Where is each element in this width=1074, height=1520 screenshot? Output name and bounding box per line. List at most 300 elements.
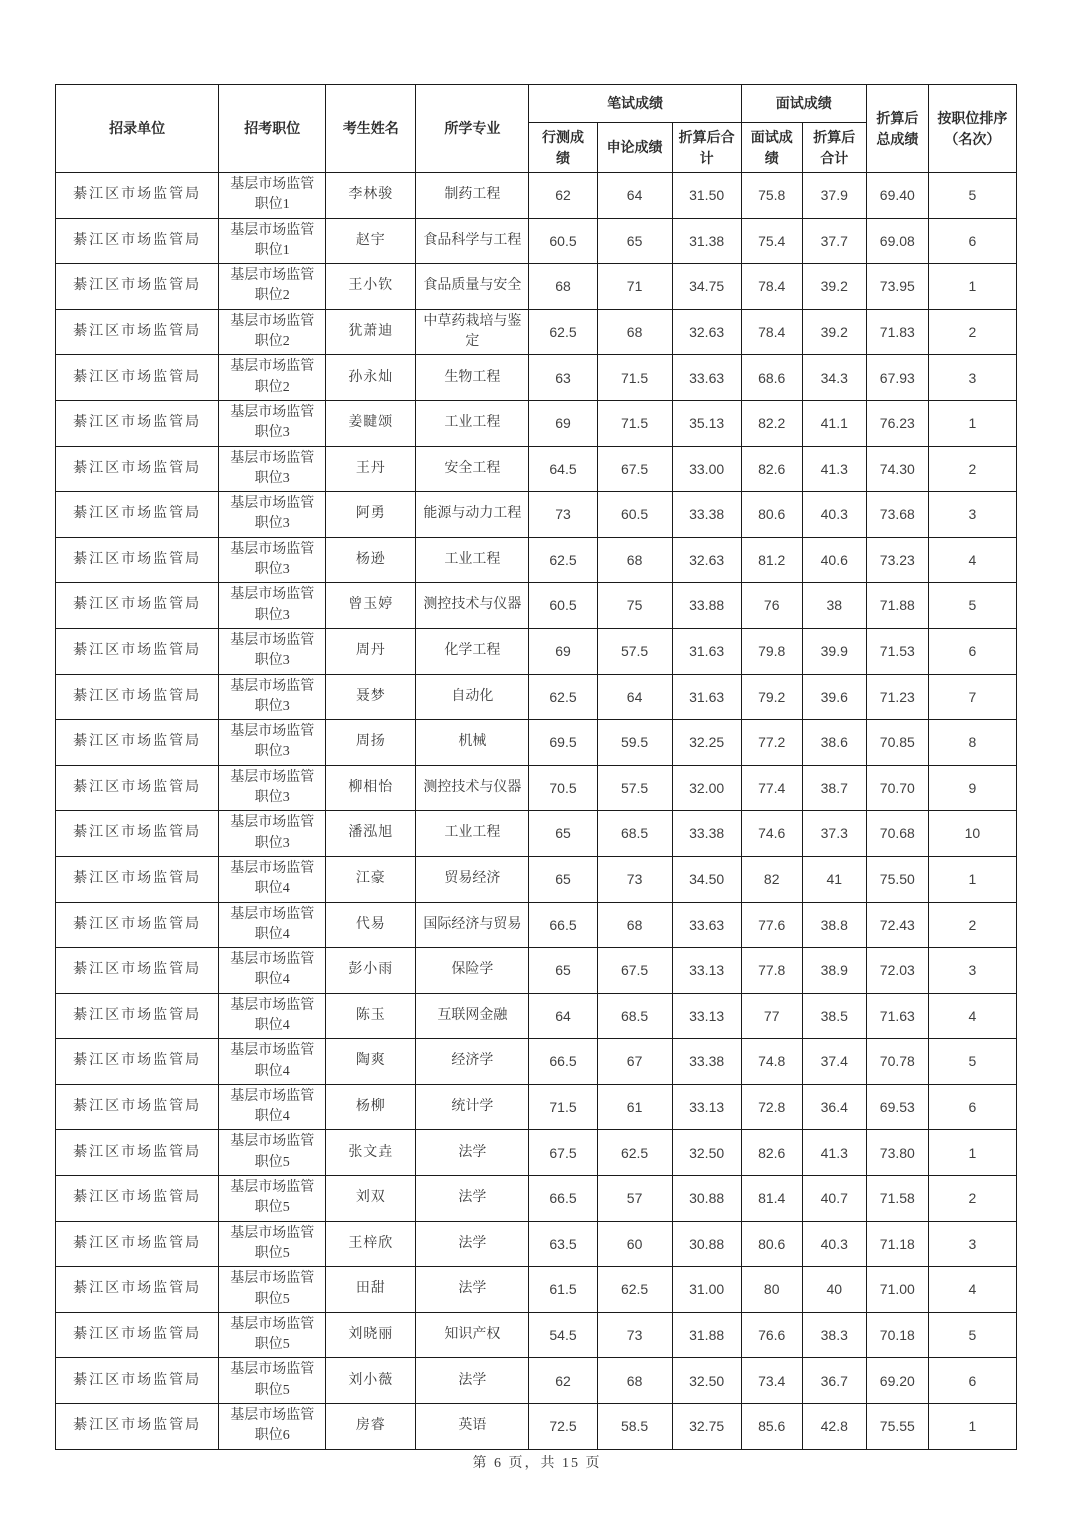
cell-position: 基层市场监管职位4 (219, 1039, 326, 1085)
table-row (56, 1084, 1017, 1130)
cell-rank: 1 (928, 1130, 1016, 1176)
table-row (56, 173, 1017, 219)
cell-rank: 1 (928, 1404, 1016, 1450)
cell-position: 基层市场监管职位5 (219, 1130, 326, 1176)
cell-final: 71.83 (866, 309, 928, 355)
cell-unit: 綦江区市场监管局 (56, 1312, 219, 1358)
header-rank: 按职位排序（名次） (928, 85, 1016, 173)
cell-xingce: 63.5 (529, 1221, 597, 1267)
cell-major: 工业工程 (416, 811, 529, 857)
table-row (56, 765, 1017, 811)
table-row (56, 1221, 1017, 1267)
cell-xingce: 62.5 (529, 309, 597, 355)
table-row (56, 1176, 1017, 1222)
cell-unit: 綦江区市场监管局 (56, 902, 219, 948)
cell-unit: 綦江区市场监管局 (56, 537, 219, 583)
cell-name: 刘双 (326, 1176, 416, 1222)
cell-interview_total: 39.9 (802, 628, 866, 674)
cell-xingce: 67.5 (529, 1130, 597, 1176)
cell-position: 基层市场监管职位1 (219, 218, 326, 264)
cell-major: 工业工程 (416, 537, 529, 583)
header-interview-converted: 折算后合计 (802, 123, 866, 173)
cell-xingce: 54.5 (529, 1312, 597, 1358)
cell-shenlun: 71 (597, 264, 672, 310)
cell-name: 姜睷颂 (326, 400, 416, 446)
table-row (56, 537, 1017, 583)
cell-unit: 綦江区市场监管局 (56, 400, 219, 446)
cell-major: 国际经济与贸易 (416, 902, 529, 948)
cell-position: 基层市场监管职位2 (219, 264, 326, 310)
cell-name: 周丹 (326, 628, 416, 674)
cell-final: 75.55 (866, 1404, 928, 1450)
cell-unit: 綦江区市场监管局 (56, 355, 219, 401)
cell-written_total: 33.00 (672, 446, 741, 492)
cell-major: 法学 (416, 1267, 529, 1313)
cell-interview_total: 41.3 (802, 446, 866, 492)
cell-shenlun: 60.5 (597, 492, 672, 538)
cell-position: 基层市场监管职位5 (219, 1176, 326, 1222)
cell-interview: 78.4 (741, 264, 802, 310)
cell-unit: 綦江区市场监管局 (56, 1039, 219, 1085)
table-row (56, 1358, 1017, 1404)
table-row (56, 400, 1017, 446)
cell-final: 69.20 (866, 1358, 928, 1404)
cell-shenlun: 58.5 (597, 1404, 672, 1450)
header-unit: 招录单位 (56, 85, 219, 173)
cell-major: 经济学 (416, 1039, 529, 1085)
cell-major: 知识产权 (416, 1312, 529, 1358)
cell-major: 工业工程 (416, 400, 529, 446)
cell-interview_total: 34.3 (802, 355, 866, 401)
cell-shenlun: 68 (597, 902, 672, 948)
cell-unit: 綦江区市场监管局 (56, 856, 219, 902)
cell-interview_total: 36.4 (802, 1084, 866, 1130)
cell-shenlun: 57.5 (597, 628, 672, 674)
cell-major: 测控技术与仪器 (416, 765, 529, 811)
cell-final: 73.95 (866, 264, 928, 310)
cell-shenlun: 75 (597, 583, 672, 629)
cell-xingce: 72.5 (529, 1404, 597, 1450)
cell-xingce: 69.5 (529, 720, 597, 766)
cell-interview: 68.6 (741, 355, 802, 401)
cell-position: 基层市场监管职位3 (219, 720, 326, 766)
header-written-shenlun: 申论成绩 (597, 123, 672, 173)
cell-major: 法学 (416, 1358, 529, 1404)
cell-name: 彭小雨 (326, 948, 416, 994)
cell-rank: 3 (928, 1221, 1016, 1267)
cell-shenlun: 62.5 (597, 1130, 672, 1176)
cell-interview_total: 41 (802, 856, 866, 902)
cell-written_total: 33.38 (672, 811, 741, 857)
cell-name: 杨逊 (326, 537, 416, 583)
cell-written_total: 32.25 (672, 720, 741, 766)
cell-xingce: 71.5 (529, 1084, 597, 1130)
cell-interview_total: 37.7 (802, 218, 866, 264)
cell-rank: 2 (928, 1176, 1016, 1222)
cell-interview_total: 38.3 (802, 1312, 866, 1358)
table-row (56, 1130, 1017, 1176)
cell-position: 基层市场监管职位4 (219, 902, 326, 948)
table-row (56, 218, 1017, 264)
header-major: 所学专业 (416, 85, 529, 173)
cell-unit: 綦江区市场监管局 (56, 993, 219, 1039)
cell-rank: 6 (928, 218, 1016, 264)
cell-shenlun: 64 (597, 173, 672, 219)
cell-rank: 1 (928, 856, 1016, 902)
cell-rank: 1 (928, 264, 1016, 310)
cell-interview: 79.8 (741, 628, 802, 674)
cell-major: 保险学 (416, 948, 529, 994)
cell-written_total: 32.50 (672, 1130, 741, 1176)
cell-unit: 綦江区市场监管局 (56, 583, 219, 629)
cell-interview_total: 40.7 (802, 1176, 866, 1222)
cell-shenlun: 67 (597, 1039, 672, 1085)
cell-position: 基层市场监管职位3 (219, 492, 326, 538)
cell-final: 71.53 (866, 628, 928, 674)
cell-interview_total: 41.3 (802, 1130, 866, 1176)
cell-position: 基层市场监管职位4 (219, 856, 326, 902)
cell-interview_total: 40.3 (802, 492, 866, 538)
cell-unit: 綦江区市场监管局 (56, 628, 219, 674)
cell-rank: 2 (928, 902, 1016, 948)
cell-final: 71.58 (866, 1176, 928, 1222)
cell-position: 基层市场监管职位3 (219, 628, 326, 674)
cell-unit: 綦江区市场监管局 (56, 765, 219, 811)
cell-final: 71.23 (866, 674, 928, 720)
cell-position: 基层市场监管职位5 (219, 1221, 326, 1267)
cell-xingce: 70.5 (529, 765, 597, 811)
cell-unit: 綦江区市场监管局 (56, 173, 219, 219)
cell-position: 基层市场监管职位1 (219, 173, 326, 219)
cell-interview: 72.8 (741, 1084, 802, 1130)
table-header (56, 85, 1017, 173)
cell-name: 房睿 (326, 1404, 416, 1450)
cell-unit: 綦江区市场监管局 (56, 1267, 219, 1313)
table-row (56, 1312, 1017, 1358)
cell-rank: 5 (928, 1039, 1016, 1085)
cell-shenlun: 68 (597, 537, 672, 583)
cell-written_total: 35.13 (672, 400, 741, 446)
cell-final: 70.85 (866, 720, 928, 766)
cell-major: 制药工程 (416, 173, 529, 219)
cell-name: 刘小薇 (326, 1358, 416, 1404)
cell-position: 基层市场监管职位3 (219, 674, 326, 720)
cell-name: 周扬 (326, 720, 416, 766)
cell-xingce: 64 (529, 993, 597, 1039)
cell-name: 柳相怡 (326, 765, 416, 811)
cell-written_total: 31.00 (672, 1267, 741, 1313)
table-row (56, 446, 1017, 492)
cell-final: 73.80 (866, 1130, 928, 1176)
cell-name: 王小钦 (326, 264, 416, 310)
cell-major: 化学工程 (416, 628, 529, 674)
cell-written_total: 33.63 (672, 902, 741, 948)
cell-xingce: 69 (529, 400, 597, 446)
cell-position: 基层市场监管职位3 (219, 583, 326, 629)
cell-position: 基层市场监管职位5 (219, 1358, 326, 1404)
cell-unit: 綦江区市场监管局 (56, 1404, 219, 1450)
cell-shenlun: 59.5 (597, 720, 672, 766)
cell-shenlun: 61 (597, 1084, 672, 1130)
cell-shenlun: 68.5 (597, 811, 672, 857)
header-interview-group: 面试成绩 (741, 85, 866, 123)
cell-interview_total: 40.3 (802, 1221, 866, 1267)
cell-xingce: 60.5 (529, 583, 597, 629)
cell-rank: 7 (928, 674, 1016, 720)
cell-unit: 綦江区市场监管局 (56, 446, 219, 492)
cell-name: 聂梦 (326, 674, 416, 720)
cell-written_total: 34.50 (672, 856, 741, 902)
cell-interview: 76 (741, 583, 802, 629)
cell-shenlun: 65 (597, 218, 672, 264)
cell-xingce: 65 (529, 811, 597, 857)
cell-position: 基层市场监管职位5 (219, 1312, 326, 1358)
cell-major: 安全工程 (416, 446, 529, 492)
cell-unit: 綦江区市场监管局 (56, 1130, 219, 1176)
cell-rank: 10 (928, 811, 1016, 857)
cell-name: 李林骏 (326, 173, 416, 219)
table-row (56, 811, 1017, 857)
table-row (56, 1404, 1017, 1450)
cell-final: 71.00 (866, 1267, 928, 1313)
cell-final: 69.08 (866, 218, 928, 264)
cell-interview: 80.6 (741, 1221, 802, 1267)
cell-interview_total: 41.1 (802, 400, 866, 446)
cell-name: 王梓欣 (326, 1221, 416, 1267)
cell-rank: 2 (928, 309, 1016, 355)
cell-major: 法学 (416, 1130, 529, 1176)
cell-xingce: 61.5 (529, 1267, 597, 1313)
cell-xingce: 66.5 (529, 902, 597, 948)
cell-written_total: 30.88 (672, 1221, 741, 1267)
cell-unit: 綦江区市场监管局 (56, 1358, 219, 1404)
table-row (56, 1039, 1017, 1085)
cell-interview_total: 37.4 (802, 1039, 866, 1085)
cell-interview: 74.8 (741, 1039, 802, 1085)
cell-position: 基层市场监管职位2 (219, 355, 326, 401)
cell-name: 阿勇 (326, 492, 416, 538)
cell-xingce: 65 (529, 948, 597, 994)
cell-interview: 82 (741, 856, 802, 902)
table-row (56, 309, 1017, 355)
cell-interview_total: 42.8 (802, 1404, 866, 1450)
header-written-group: 笔试成绩 (529, 85, 741, 123)
cell-final: 69.40 (866, 173, 928, 219)
cell-interview: 75.8 (741, 173, 802, 219)
table-row (56, 720, 1017, 766)
cell-interview_total: 38.9 (802, 948, 866, 994)
cell-written_total: 32.00 (672, 765, 741, 811)
cell-major: 英语 (416, 1404, 529, 1450)
cell-final: 70.70 (866, 765, 928, 811)
cell-shenlun: 73 (597, 856, 672, 902)
cell-shenlun: 68 (597, 1358, 672, 1404)
cell-final: 76.23 (866, 400, 928, 446)
cell-rank: 3 (928, 492, 1016, 538)
cell-name: 刘晓丽 (326, 1312, 416, 1358)
cell-name: 赵宇 (326, 218, 416, 264)
cell-major: 法学 (416, 1176, 529, 1222)
cell-interview: 80.6 (741, 492, 802, 538)
cell-unit: 綦江区市场监管局 (56, 492, 219, 538)
cell-interview: 80 (741, 1267, 802, 1313)
cell-written_total: 31.88 (672, 1312, 741, 1358)
table-row (56, 355, 1017, 401)
cell-final: 69.53 (866, 1084, 928, 1130)
cell-rank: 6 (928, 1084, 1016, 1130)
cell-interview_total: 38.7 (802, 765, 866, 811)
cell-unit: 綦江区市场监管局 (56, 811, 219, 857)
cell-major: 贸易经济 (416, 856, 529, 902)
cell-major: 食品质量与安全 (416, 264, 529, 310)
cell-xingce: 64.5 (529, 446, 597, 492)
cell-major: 机械 (416, 720, 529, 766)
cell-major: 测控技术与仪器 (416, 583, 529, 629)
cell-interview_total: 38 (802, 583, 866, 629)
cell-xingce: 69 (529, 628, 597, 674)
cell-rank: 5 (928, 1312, 1016, 1358)
cell-shenlun: 62.5 (597, 1267, 672, 1313)
cell-written_total: 32.63 (672, 309, 741, 355)
cell-unit: 綦江区市场监管局 (56, 309, 219, 355)
cell-xingce: 63 (529, 355, 597, 401)
cell-xingce: 62.5 (529, 674, 597, 720)
cell-name: 曾玉婷 (326, 583, 416, 629)
cell-interview: 77.6 (741, 902, 802, 948)
table-row (56, 583, 1017, 629)
cell-major: 食品科学与工程 (416, 218, 529, 264)
cell-interview_total: 38.6 (802, 720, 866, 766)
cell-interview: 82.6 (741, 446, 802, 492)
table-row (56, 856, 1017, 902)
cell-shenlun: 71.5 (597, 400, 672, 446)
cell-xingce: 68 (529, 264, 597, 310)
table-row (56, 492, 1017, 538)
cell-major: 法学 (416, 1221, 529, 1267)
table-body (56, 173, 1017, 1450)
header-written-xingce: 行测成绩 (529, 123, 597, 173)
cell-final: 73.68 (866, 492, 928, 538)
cell-position: 基层市场监管职位3 (219, 765, 326, 811)
cell-rank: 3 (928, 355, 1016, 401)
table-row (56, 948, 1017, 994)
cell-position: 基层市场监管职位4 (219, 1084, 326, 1130)
cell-name: 江豪 (326, 856, 416, 902)
cell-unit: 綦江区市场监管局 (56, 1084, 219, 1130)
cell-major: 生物工程 (416, 355, 529, 401)
cell-rank: 4 (928, 1267, 1016, 1313)
cell-interview_total: 40.6 (802, 537, 866, 583)
cell-written_total: 33.13 (672, 1084, 741, 1130)
cell-name: 代易 (326, 902, 416, 948)
cell-interview: 77.4 (741, 765, 802, 811)
cell-interview_total: 38.8 (802, 902, 866, 948)
cell-shenlun: 68 (597, 309, 672, 355)
header-interview-score: 面试成绩 (741, 123, 802, 173)
cell-name: 潘泓旭 (326, 811, 416, 857)
cell-written_total: 31.63 (672, 674, 741, 720)
cell-interview_total: 40 (802, 1267, 866, 1313)
cell-name: 犹萧迪 (326, 309, 416, 355)
cell-interview_total: 37.9 (802, 173, 866, 219)
cell-position: 基层市场监管职位5 (219, 1267, 326, 1313)
cell-shenlun: 64 (597, 674, 672, 720)
cell-written_total: 31.63 (672, 628, 741, 674)
cell-interview: 82.2 (741, 400, 802, 446)
cell-interview: 81.4 (741, 1176, 802, 1222)
cell-interview_total: 39.2 (802, 309, 866, 355)
table-row (56, 628, 1017, 674)
cell-position: 基层市场监管职位6 (219, 1404, 326, 1450)
cell-rank: 1 (928, 400, 1016, 446)
cell-major: 能源与动力工程 (416, 492, 529, 538)
cell-final: 72.03 (866, 948, 928, 994)
cell-interview: 77.8 (741, 948, 802, 994)
page-number-footer: 第 6 页，共 15 页 (472, 1456, 602, 1471)
cell-final: 72.43 (866, 902, 928, 948)
cell-interview: 82.6 (741, 1130, 802, 1176)
cell-interview: 73.4 (741, 1358, 802, 1404)
cell-unit: 綦江区市场监管局 (56, 720, 219, 766)
cell-position: 基层市场监管职位4 (219, 948, 326, 994)
cell-shenlun: 57.5 (597, 765, 672, 811)
cell-written_total: 33.88 (672, 583, 741, 629)
cell-unit: 綦江区市场监管局 (56, 1221, 219, 1267)
cell-written_total: 33.38 (672, 1039, 741, 1085)
cell-position: 基层市场监管职位2 (219, 309, 326, 355)
cell-final: 70.78 (866, 1039, 928, 1085)
cell-shenlun: 57 (597, 1176, 672, 1222)
cell-final: 75.50 (866, 856, 928, 902)
cell-shenlun: 68.5 (597, 993, 672, 1039)
cell-name: 张文垚 (326, 1130, 416, 1176)
cell-position: 基层市场监管职位3 (219, 446, 326, 492)
table-row (56, 674, 1017, 720)
cell-interview_total: 37.3 (802, 811, 866, 857)
cell-xingce: 73 (529, 492, 597, 538)
cell-written_total: 33.13 (672, 948, 741, 994)
cell-final: 67.93 (866, 355, 928, 401)
cell-major: 互联网金融 (416, 993, 529, 1039)
cell-unit: 綦江区市场监管局 (56, 264, 219, 310)
cell-xingce: 62 (529, 1358, 597, 1404)
cell-written_total: 32.75 (672, 1404, 741, 1450)
cell-interview: 77 (741, 993, 802, 1039)
cell-written_total: 31.38 (672, 218, 741, 264)
cell-interview: 75.4 (741, 218, 802, 264)
cell-position: 基层市场监管职位3 (219, 811, 326, 857)
cell-xingce: 66.5 (529, 1039, 597, 1085)
cell-rank: 5 (928, 583, 1016, 629)
cell-interview: 74.6 (741, 811, 802, 857)
cell-interview: 85.6 (741, 1404, 802, 1450)
cell-rank: 8 (928, 720, 1016, 766)
cell-interview: 78.4 (741, 309, 802, 355)
cell-name: 王丹 (326, 446, 416, 492)
cell-rank: 6 (928, 1358, 1016, 1404)
cell-final: 73.23 (866, 537, 928, 583)
cell-xingce: 66.5 (529, 1176, 597, 1222)
cell-major: 中草药栽培与鉴定 (416, 309, 529, 355)
cell-position: 基层市场监管职位3 (219, 537, 326, 583)
cell-rank: 2 (928, 446, 1016, 492)
table-row (56, 902, 1017, 948)
cell-final: 71.18 (866, 1221, 928, 1267)
cell-written_total: 30.88 (672, 1176, 741, 1222)
cell-xingce: 65 (529, 856, 597, 902)
cell-position: 基层市场监管职位4 (219, 993, 326, 1039)
cell-interview_total: 39.2 (802, 264, 866, 310)
